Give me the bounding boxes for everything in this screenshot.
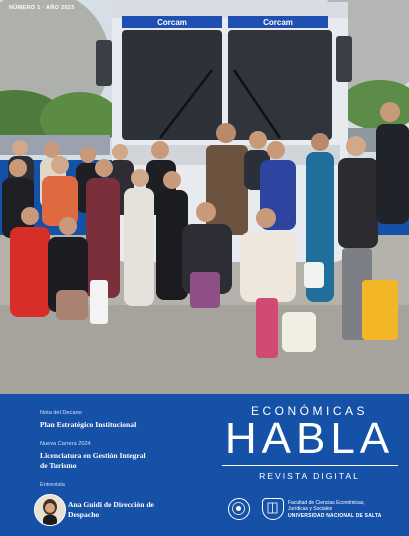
table-of-contents xyxy=(0,394,205,536)
university-seal-icon xyxy=(228,498,250,520)
institution-text xyxy=(288,500,408,519)
toc-kicker-2: Nueva Carrera 2024 xyxy=(40,441,91,447)
masthead-kicker: ECONÓMICAS xyxy=(250,404,368,418)
toc-kicker-3: Entrevista xyxy=(40,482,65,488)
issue-label: NÚMERO 1 · AÑO 2023 xyxy=(9,5,75,11)
masthead-divider xyxy=(222,465,398,466)
interviewee-avatar xyxy=(34,494,66,526)
faculty-shield-icon xyxy=(262,498,284,520)
toc-title-3[interactable]: Ana Guidi de Dirección de Despacho xyxy=(68,500,154,519)
toc-kicker-1: Nota del Decano xyxy=(40,410,82,416)
masthead-title: HABLA xyxy=(224,414,395,463)
toc-title-2[interactable]: Licenciatura en Gestión Integral de Turismo xyxy=(40,451,146,470)
masthead-subtitle: REVISTA DIGITAL xyxy=(259,471,360,481)
cover-band xyxy=(0,394,409,536)
bus-brand-right: Corcam xyxy=(263,18,293,27)
masthead xyxy=(210,394,409,536)
faculty-line-1: Facultad de Ciencias Económicas, xyxy=(288,500,365,506)
toc-title-1[interactable]: Plan Estratégico Institucional xyxy=(40,420,137,429)
bus-brand-left: Corcam xyxy=(157,18,187,27)
university-name: UNIVERSIDAD NACIONAL DE SALTA xyxy=(288,512,382,519)
faculty-line-2: Jurídicas y Sociales xyxy=(288,506,333,513)
